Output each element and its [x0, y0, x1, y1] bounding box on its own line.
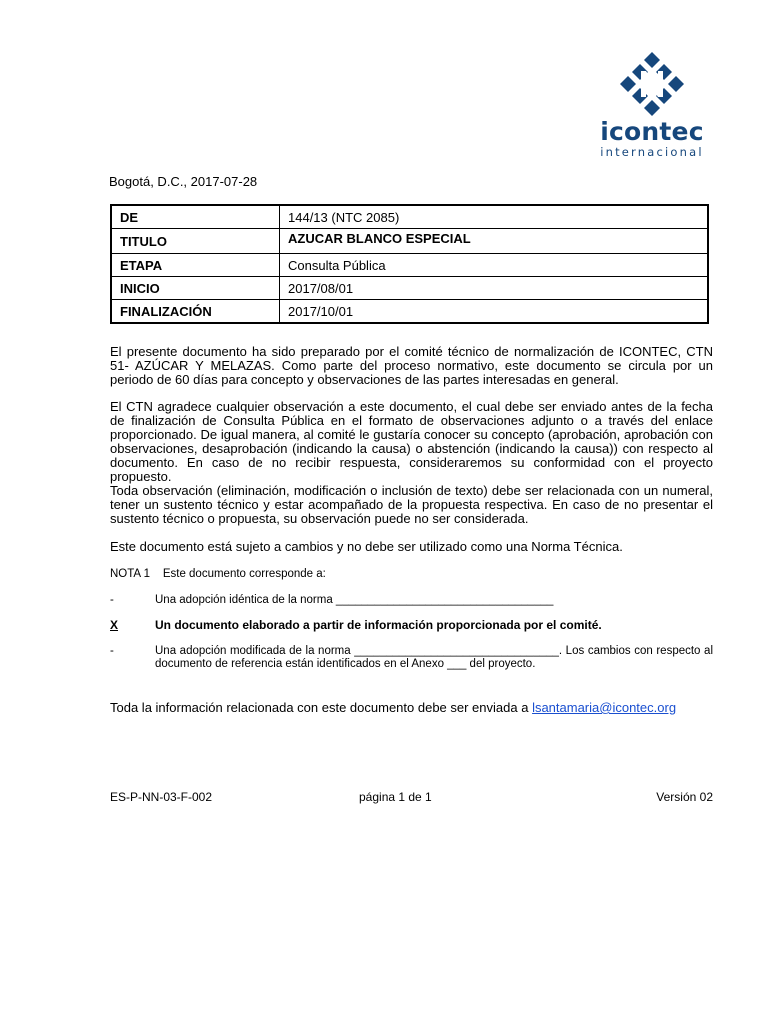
dateline: Bogotá, D.C., 2017-07-28: [109, 174, 258, 189]
logo-subtitle: internacional: [600, 145, 704, 159]
row-label-finalizacion: FINALIZACIÓN: [111, 300, 280, 324]
row-value-finalizacion: 2017/10/01: [280, 300, 709, 324]
row-value-titulo: AZUCAR BLANCO ESPECIAL: [280, 229, 709, 254]
option-committee-selected: [110, 619, 713, 633]
contact-text: Toda la información relacionada con este documento debe ser enviada a: [110, 700, 533, 715]
footer-page: página 1 de 1: [359, 790, 432, 804]
option-mark-selected: X: [110, 618, 119, 632]
contact-line: [110, 700, 676, 715]
table-row: [111, 229, 708, 254]
option-text: Una adopción modificada de la norma ________________________________. Los cambios con respecto al documento de referencia están identificados en el Anexo ___ del proyecto.: [155, 645, 713, 670]
option-identical: [110, 594, 713, 608]
table-row: [111, 254, 708, 277]
row-label-etapa: ETAPA: [111, 254, 280, 277]
info-table: [110, 204, 709, 324]
icontec-logo-mark: [614, 52, 690, 116]
paragraph-observations: El CTN agradece cualquier observación a este documento, el cual debe ser enviado antes de la fecha de finalización de Consulta Pública en el formato de observaciones adjunto o a través del enlace proporcionado. De igual manera, al comité le gustaría conocer su concepto (aprobación, aprobación con observaciones, desaprobación (indicando la causa) o abstención (indicando la causa)) con respecto al documento. En caso de no recibir respuesta, consideraremos su conformidad con el proyecto propuesto.: [110, 399, 713, 484]
row-value-inicio: 2017/08/01: [280, 277, 709, 300]
row-value-de: 144/13 (NTC 2085): [280, 205, 709, 229]
option-mark: -: [110, 594, 114, 606]
table-row: [111, 277, 708, 300]
paragraph-disclaimer: Este documento está sujeto a cambios y no debe ser utilizado como una Norma Técnica.: [110, 539, 623, 554]
option-mark: -: [110, 645, 114, 657]
row-label-de: DE: [111, 205, 280, 229]
icontec-logo: [596, 52, 708, 160]
row-label-inicio: INICIO: [111, 277, 280, 300]
option-modified: [110, 645, 713, 673]
paragraph-requirements: Toda observación (eliminación, modificación o inclusión de texto) debe ser relacionada con un numeral, tener un sustento técnico y estar acompañado de la propuesta respectiva. En caso de no presentar el sustento técnico o propuesta, su observación puede no ser considerada.: [110, 483, 713, 526]
footer-version: Versión 02: [656, 790, 713, 804]
table-row: [111, 205, 708, 229]
contact-email-link[interactable]: lsantamaria@icontec.org: [532, 700, 677, 715]
option-text: Una adopción idéntica de la norma __________________________________: [155, 594, 554, 606]
option-text: Un documento elaborado a partir de información proporcionada por el comité.: [155, 618, 602, 632]
note-1: NOTA 1 Este documento corresponde a:: [110, 568, 326, 580]
row-value-etapa: Consulta Pública: [280, 254, 709, 277]
footer-code: ES-P-NN-03-F-002: [110, 790, 213, 804]
paragraph-intro: El presente documento ha sido preparado por el comité técnico de normalización de ICONTEC, CTN 51- AZÚCAR Y MELAZAS. Como parte del proceso normativo, este documento se circula por un periodo de 60 días para concepto y observaciones de las partes interesadas en general.: [110, 344, 713, 387]
logo-wordmark: icontec: [600, 117, 704, 146]
row-label-titulo: TITULO: [111, 229, 280, 254]
table-row: [111, 300, 708, 324]
